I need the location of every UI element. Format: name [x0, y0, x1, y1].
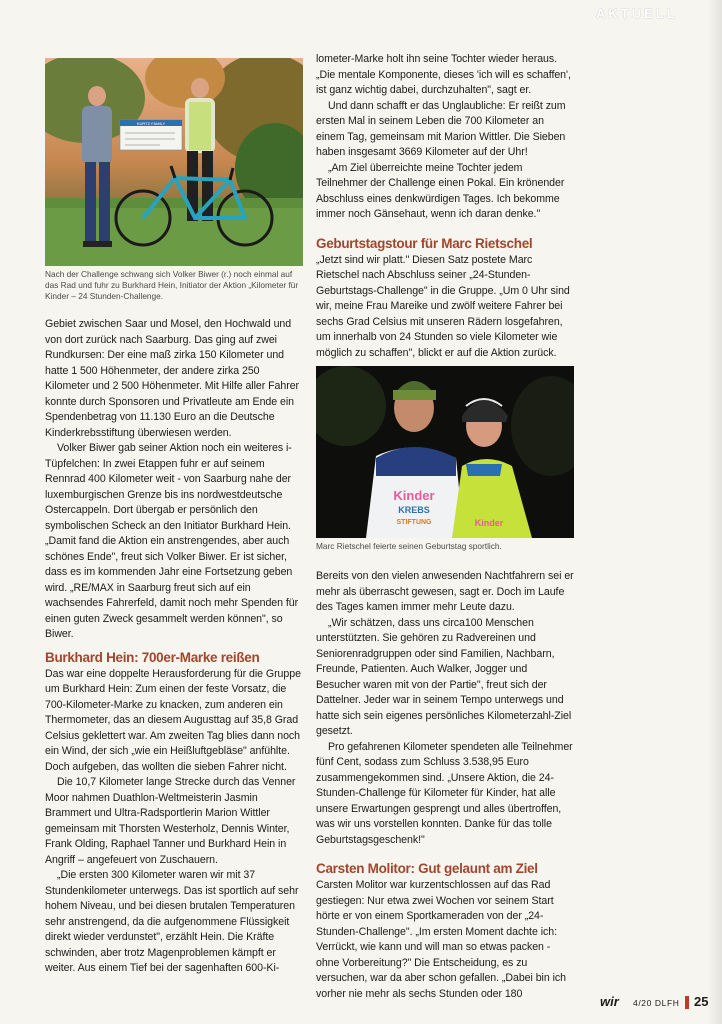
- paragraph: „Die ersten 300 Kilometer waren wir mit 37 Stundenkilometer unterwegs. Das ist sportlich auf sehr hohem Niveau, und bei diesen brutalen Temperaturen sehr anstrengend, da die aufgenommene Flüssigkeit direkt wieder verdunstet", erzählt Hein. Die Kräfte schwinden, aber trotz Magenproblemen kämpft er weiter. Aus einem Tief bei der sagenhaften 600-Ki-: [45, 869, 299, 974]
- section-heading-carsten-molitor: Carsten Molitor: Gut gelaunt am Ziel: [316, 861, 538, 876]
- check-text: KURTZ FAMILY: [136, 121, 166, 126]
- paragraph: Die 10,7 Kilometer lange Strecke durch das Venner Moor nahmen Duathlon-Weltmeisterin Jasmin Brammert und Ultra-Radsportlerin Marion Wittler gemeinsam mit Thorsten Westerholz, Dennis Winter, Frank Olding, Raphael Tanner und Burkhard Hein in Angriff – angefeuert von Zuschauern.: [45, 776, 296, 866]
- right-column-bottom: [316, 569, 574, 1002]
- photo-marc-caption: Marc Rietschel feierte seinen Geburtstag sportlich.: [316, 541, 502, 551]
- jersey-text-kinder: Kinder: [393, 488, 435, 503]
- paragraph: Pro gefahrenen Kilometer spendeten alle Teilnehmer fünf Cent, sodass zum Schluss 3.538,95 Euro zusammengekommen sind. „Unsere Aktion, die 24-Stunden-Challenge für Kilometer für Kinder, hat alle unsere Erwartungen gesprengt und alles übertroffen, was wir uns vorstellen konnten. Danke für das tolle Geburtstagsgeschenk!": [316, 740, 573, 846]
- page-edge-shadow: [708, 0, 722, 1024]
- section-heading-marc-rietschel: Geburtstagstour für Marc Rietschel: [316, 235, 533, 251]
- footer-accent-bar: [685, 996, 689, 1009]
- section-tag: AKTUELL: [596, 6, 678, 21]
- paragraph: Gebiet zwischen Saar und Mosel, den Hochwald und von dort zurück nach Saarburg. Das ging auf zwei Rundkursen: Der eine maß zirka 150 Kilometer und hatte 1 500 Höhenmeter, der andere zirka 250 Kilometer und 2 500 Höhenmeter. Mit Hilfe aller Fahrer konnte durch Sponsoren und Privatleute am Ende ein Spendenbetrag von 11.130 Euro an die Deutsche Kinderkrebsstiftung überwiesen werden.: [45, 318, 300, 439]
- paragraph: „Am Ziel überreichte meine Tochter jedem Teilnehmer der Challenge einen Pokal. Ein krönender Abschluss eines denkwürdigen Tages. Ich bekomme immer noch Gänsehaut, wenn ich daran denke.": [316, 161, 565, 220]
- footer-brand-logo: wir: [600, 994, 619, 1009]
- paragraph: Und dann schafft er das Unglaubliche: Er reißt zum ersten Mal in seinem Leben die 700 Kilometer an einem Tag, gemeinsam mit Marion Wittler. Die Sieben haben insgesamt 3669 Kilometer auf der Uhr!: [316, 99, 566, 158]
- paragraph: „Wir schätzen, dass uns circa100 Menschen unterstützten. Sie gehören zu Radvereinen und Seniorenradgruppen oder sind Familien, Nachbarn, Freunde, Patienten. Auch Walker, Jogger und Besucher waren mit von der Partie", freut sich der Dattelner. Jeder war in seinem Tempo unterwegs und hatte sich sein eigenes persönliches Kilometerzahl-Ziel gesetzt.: [316, 616, 572, 737]
- right-column-top: [316, 52, 574, 361]
- left-column: [45, 317, 303, 977]
- jersey-text-kinder-2: Kinder: [474, 518, 504, 528]
- page-number: 25: [694, 994, 709, 1009]
- paragraph: Carsten Molitor war kurzentschlossen auf das Rad gestiegen: Nur etwa zwei Wochen vor seinem Start hörte er von einem Sportkameraden von der „24-Stunden-Challenge". „Im ersten Moment dachte ich: Verrückt, wie kann und will man so etwas packen - ohne Vorbereitung?" Die Entscheidung, es zu versuchen, war da aber schon gefallen. „Dabei bin ich vorher nie mehr als sechs Stunden oder 180: [316, 879, 566, 1000]
- photo-marc-rietschel: [316, 366, 574, 538]
- section-heading-burkhard-hein: Burkhard Hein: 700er-Marke reißen: [45, 649, 260, 665]
- footer-issue: 4/20 DLFH: [633, 998, 680, 1008]
- photo-marc-rietschel-image: [316, 366, 574, 538]
- paragraph: Volker Biwer gab seiner Aktion noch ein weiteres i-Tüpfelchen: In zwei Etappen fuhr er auf seinem Rennrad 400 Kilometer weit - von Saarburg nahe der luxemburgischen Grenze bis ins nordwestdeutsche Ostercappeln. Dort übergab er persönlich den symbolischen Scheck an den Initiator Burkhard Hein. „Damit fand die Aktion ein anstrengendes, aber auch schönes Ende", freut sich Volker Biwer. Er ist sicher, dass es im kommenden Jahr eine Fortsetzung geben wird. „RE/MAX in Saarburg freut sich auf ein wachsendes Fahrerfeld, damit noch mehr Spenden für einen guten Zweck gesammelt werden können", so Biwer.: [45, 442, 299, 640]
- paragraph: lometer-Marke holt ihn seine Tochter wieder heraus. „Die mentale Komponente, dieses 'ich will es schaffen', ist ganz wichtig dabei, durchzuhalten", sagt er.: [316, 53, 571, 96]
- paragraph: Das war eine doppelte Herausforderung für die Gruppe um Burkhard Hein: Zum einen der feste Vorsatz, die 700-Kilometer-Marke zu knacken, zum anderen ein Thermometer, das an diesem Augusttag auf 35,8 Grad Celsius geklettert war. Am zweiten Tag blies dann noch ein Wind, der sich „wie ein Heißluftgebläse" anfühlte. Doch aufgeben, das wollten die sieben Fahrer nicht.: [45, 667, 301, 773]
- photo-check-handover-image: [45, 58, 303, 266]
- jersey-text-krebs: KREBS: [398, 505, 430, 515]
- photo-check-caption: Nach der Challenge schwang sich Volker Biwer (r.) noch einmal auf das Rad und fuhr zu Burkhard Hein, Initiator der Aktion „Kilometer für Kinder – 24 Stunden-Challenge.: [45, 269, 299, 301]
- paragraph: Bereits von den vielen anwesenden Nachtfahrern sei er mehr als überrascht gewesen, sagt er. Doch im Laufe des Tages kamen immer mehr Leute dazu.: [316, 570, 574, 613]
- jersey-text-stiftung: STIFTUNG: [396, 519, 432, 526]
- photo-check-handover: [45, 58, 303, 266]
- paragraph: „Jetzt sind wir platt." Diesen Satz postete Marc Rietschel nach Abschluss seiner „24-Stunden-Geburtstags-Challenge" in die Gruppe. „Um 0 Uhr sind wir, meine Frau Mareike und zwölf weitere Fahrer bei sechs Grad Celsius mit unseren Rädern losgefahren, um innerhalb von 24 Stunden so viele Kilometer wie möglich zu schaffen", blickt er auf die Aktion zurück.: [316, 253, 570, 359]
